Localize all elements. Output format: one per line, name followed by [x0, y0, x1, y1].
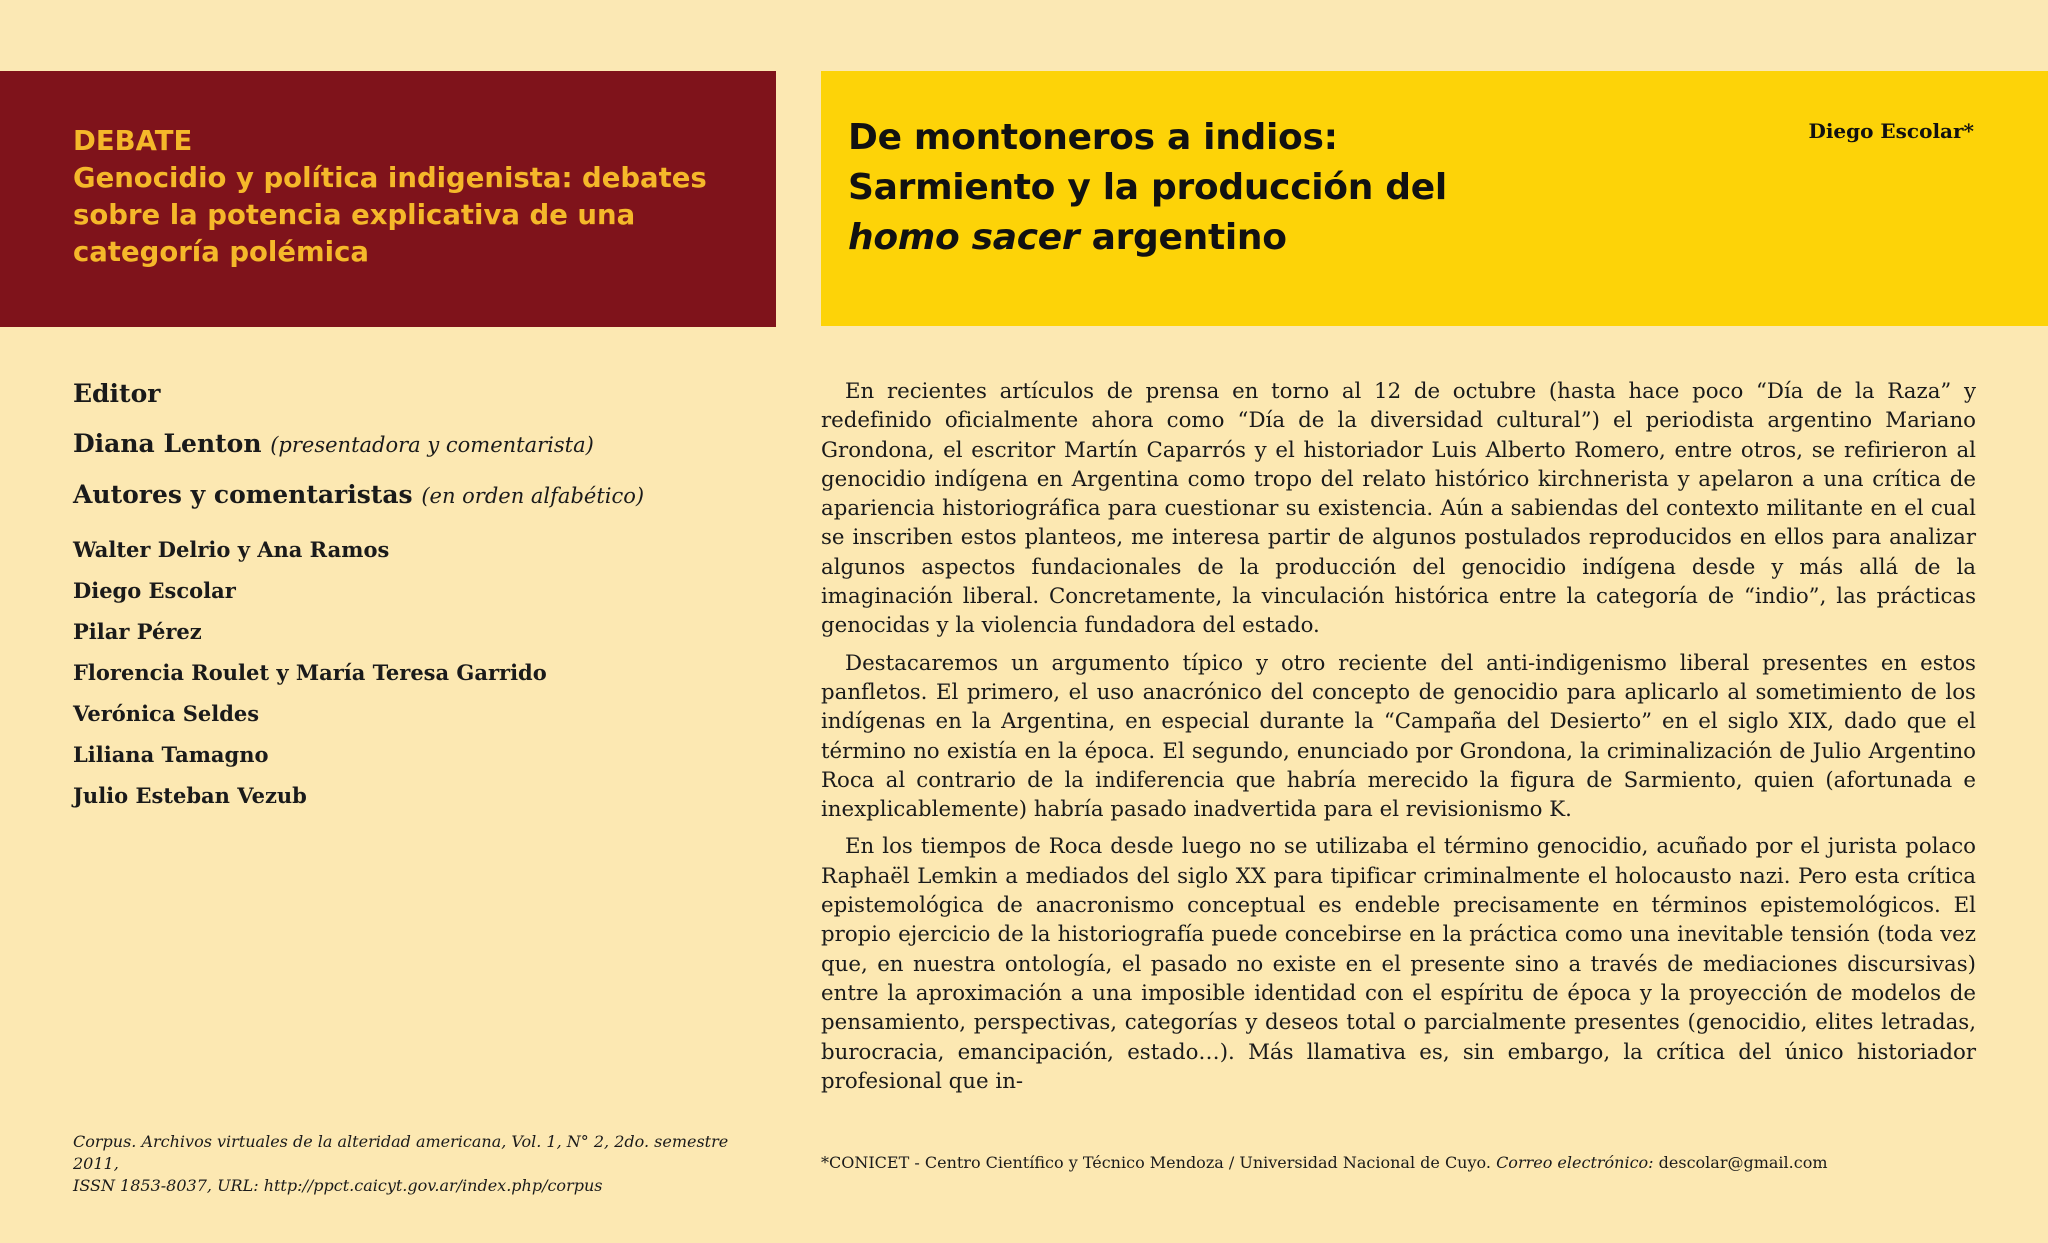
affiliation: *CONICET - Centro Científico y Técnico Mendoza / Universidad Nacional de Cuyo.	[821, 1153, 1491, 1172]
authors-heading	[73, 478, 773, 513]
email-label: Correo electrónico:	[1496, 1153, 1654, 1172]
article-title-line: De montoneros a indios:	[848, 117, 1338, 158]
authors-heading-note: (en orden alfabético)	[421, 484, 645, 508]
editor-heading: Editor	[73, 379, 161, 408]
email: descolar@gmail.com	[1658, 1153, 1828, 1172]
author-item: Pilar Pérez	[73, 619, 202, 644]
author-item: Florencia Roulet y María Teresa Garrido	[73, 660, 547, 685]
section-title	[73, 160, 736, 271]
citation-line: Corpus. Archivos virtuales de la alteridad americana, Vol. 1, N° 2, 2do. semestre 2011,	[73, 1132, 729, 1173]
author-item: Verónica Seldes	[73, 701, 260, 726]
article-body	[821, 377, 1976, 1104]
author-item: Julio Esteban Vezub	[73, 783, 307, 808]
article-title-line: argentino	[1079, 217, 1287, 258]
top-margin	[0, 0, 2048, 70]
author-item: Liliana Tamagno	[73, 742, 269, 767]
presenter-name: Diana Lenton	[73, 429, 262, 458]
presenter-role: (presentadora y comentarista)	[270, 433, 594, 457]
section-title-line: sobre la potencia explicativa de una	[73, 199, 636, 231]
article-title	[848, 113, 1447, 263]
credits-panel	[73, 377, 773, 816]
citation-line: ISSN 1853-8037, URL: http://ppct.caicyt.gov.ar/index.php/corpus	[73, 1176, 603, 1195]
section-title-line: Genocidio y política indigenista: debates	[73, 162, 707, 194]
journal-citation	[73, 1131, 773, 1197]
body-paragraph: En recientes artículos de prensa en torno al 12 de octubre (hasta hace poco “Día de la Raza” y redefinido oficialmente ahora como “Día de la diversidad cultural”) el periodista argentino Mariano Grondona, el escritor Martín Caparrós y el historiador Luis Alberto Romero, entre otros, se refirieron al genocidio indígena en Argentina como tropo del relato histórico kirchnerista y apelaron a una crítica de apariencia historiográfica para cuestionar su existencia. Aún a sabiendas del contexto militante en el cual se inscriben estos planteos, me interesa partir de algunos postulados reproducidos en ellos para analizar algunos aspectos fundacionales de la producción del genocidio indígena desde y más allá de la imaginación liberal. Concretamente, la vinculación histórica entre la categoría de “indio”, las prácticas genocidas y la violencia fundadora del estado.	[821, 379, 1976, 639]
section-header	[0, 71, 776, 327]
authors-heading-label: Autores y comentaristas	[73, 480, 413, 509]
body-paragraph: En los tiempos de Roca desde luego no se utilizaba el término genocidio, acuñado por el jurista polaco Raphaël Lemkin a mediados del siglo XX para tipificar criminalmente el holocausto nazi. Pero esta crítica epistemológica de anacronismo conceptual es endeble precisamente en términos epistemológicos. El propio ejercicio de la historiografía puede concebirse en la práctica como una inevitable tensión (toda vez que, en nuestra ontología, el pasado no existe en el presente sino a través de mediaciones discursivas) entre la aproximación a una imposible identidad con el espíritu de época y la proyección de modelos de pensamiento, perspectivas, categorías y deseos total o parcialmente presentes (genocidio, elites letradas, burocracia, emancipación, estado…). Más llamativa es, sin embargo, la crítica del único historiador profesional que in-	[821, 834, 1976, 1094]
article-header	[821, 71, 2048, 326]
authors-list	[73, 529, 773, 816]
section-title-line: categoría polémica	[73, 236, 369, 268]
author-item: Walter Delrio y Ana Ramos	[73, 537, 390, 562]
author-footnote	[821, 1152, 1981, 1174]
presenter	[73, 427, 773, 462]
article-title-line: Sarmiento y la producción del	[848, 167, 1447, 208]
article-author: Diego Escolar*	[1808, 119, 1974, 143]
author-item: Diego Escolar	[73, 578, 236, 603]
article-title-italic: homo sacer	[848, 217, 1080, 258]
body-paragraph: Destacaremos un argumento típico y otro reciente del anti-indigenismo liberal presentes en estos panfletos. El primero, el uso anacrónico del concepto de genocidio para aplicarlo al sometimiento de los indígenas en la Argentina, en especial durante la “Campaña del Desierto” en el siglo XIX, dado que el término no existía en la época. El segundo, enunciado por Grondona, la criminalización de Julio Argentino Roca al contrario de la indiferencia que habría merecido la figura de Sarmiento, quien (afortunada e inexplicablemente) habría pasado inadvertida para el revisionismo K.	[821, 650, 1976, 823]
section-kicker: DEBATE	[73, 125, 193, 157]
